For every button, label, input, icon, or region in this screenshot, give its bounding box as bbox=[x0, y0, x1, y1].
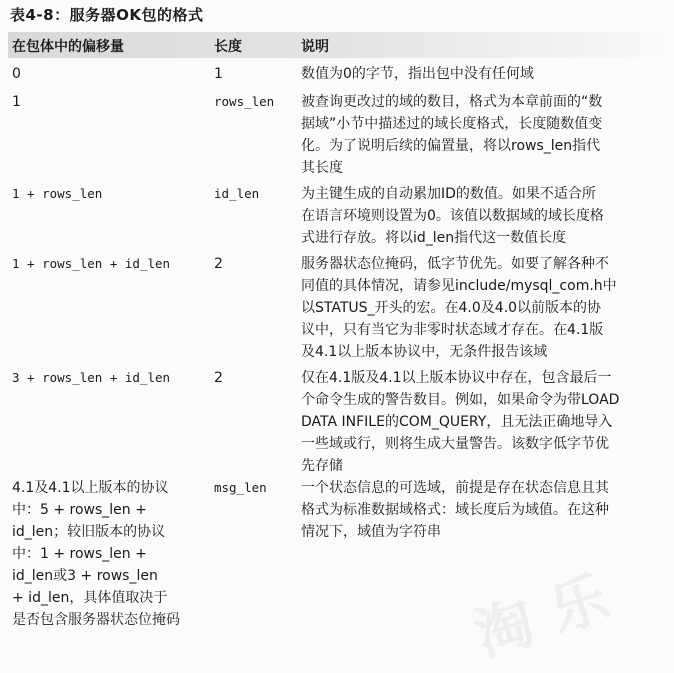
desc-line: 一些域或行，则将生成大量警告。该数字低字节优 bbox=[301, 436, 609, 452]
desc-line: 据域”小节中描述过的域长度格式，长度随数值变 bbox=[301, 116, 603, 132]
table-row-4-desc bbox=[301, 367, 667, 477]
desc-line: DATA INFILE的COM_QUERY，且无法正确地导入 bbox=[301, 414, 613, 430]
table-row-3-length: 2 bbox=[214, 256, 223, 272]
table-row-2-length: id_len bbox=[214, 186, 260, 201]
desc-line: 议中，只有当它为非零时状态域才存在。在4.1版 bbox=[301, 322, 604, 338]
table-row-2-offset bbox=[12, 183, 204, 205]
table-row-0-desc bbox=[301, 63, 667, 85]
desc-line: 仅在4.1版及4.1以上版本协议中存在，包含最后一 bbox=[301, 370, 612, 386]
desc-line: 在语言环境则设置为0。该值以数据域的域长度格 bbox=[301, 208, 604, 224]
desc-line: 先存储 bbox=[301, 458, 343, 474]
desc-line: 格式为标准数据域格式：域长度后为域值。在这种 bbox=[301, 502, 609, 518]
table-row-0-offset bbox=[12, 63, 204, 85]
header-offset: 在包体中的偏移量 bbox=[12, 39, 124, 55]
offset-line: 1 + rows_len bbox=[12, 186, 103, 201]
table-row-4-offset bbox=[12, 367, 204, 389]
table-row-0-length: 1 bbox=[214, 66, 223, 82]
table-row-5-desc bbox=[301, 477, 667, 543]
offset-line: 3 + rows_len + id_len bbox=[12, 370, 171, 385]
header-length: 长度 bbox=[214, 39, 242, 55]
watermark: 淘 乐 bbox=[466, 563, 618, 670]
offset-line: 1 + rows_len + id_len bbox=[12, 256, 171, 271]
desc-line: 化。为了说明后续的偏置量，将以rows_len指代 bbox=[301, 138, 601, 154]
offset-line: id_len或3 + rows_len bbox=[12, 568, 158, 584]
table-row-1-length: rows_len bbox=[214, 94, 275, 109]
desc-line: 以STATUS_开头的宏。在4.0及4.0以前版本的协 bbox=[301, 300, 602, 316]
desc-line: 情况下，域值为字符串 bbox=[301, 524, 441, 540]
table-row-1-offset bbox=[12, 91, 204, 113]
offset-line: + id_len，具体值取决于 bbox=[12, 590, 168, 606]
desc-line: 同值的具体情况，请参见include/mysql_com.h中 bbox=[301, 278, 617, 294]
offset-line: 是否包含服务器状态位掩码 bbox=[12, 612, 180, 628]
desc-line: 数值为0的字节，指出包中没有任何域 bbox=[301, 66, 534, 82]
desc-line: 个命令生成的警告数目。例如，如果命令为带LOAD bbox=[301, 392, 620, 408]
offset-line: 1 bbox=[12, 94, 21, 110]
desc-line: 一个状态信息的可选域，前提是存在状态信息且其 bbox=[301, 480, 609, 496]
table-row-5-length: msg_len bbox=[214, 480, 267, 495]
desc-line: 式进行存放。将以id_len指代这一数值长度 bbox=[301, 230, 567, 246]
desc-line: 其长度 bbox=[301, 160, 343, 176]
header-description: 说明 bbox=[301, 39, 329, 55]
desc-line: 及4.1以上版本协议中，无条件报告该域 bbox=[301, 344, 548, 360]
table-row-3-offset bbox=[12, 253, 204, 275]
table-row-2-desc bbox=[301, 183, 667, 249]
table-caption: 表4-8：服务器OK包的格式 bbox=[10, 6, 204, 24]
offset-line: 0 bbox=[12, 66, 21, 82]
table-row-5-offset bbox=[12, 477, 204, 631]
table-row-1-desc bbox=[301, 91, 667, 179]
table-row-4-length: 2 bbox=[214, 370, 223, 386]
desc-line: 被查询更改过的域的数目，格式为本章前面的“数 bbox=[301, 94, 603, 110]
table-row-3-desc bbox=[301, 253, 667, 363]
desc-line: 为主键生成的自动累加ID的数值。如果不适合所 bbox=[301, 186, 596, 202]
offset-line: 中：5 + rows_len + bbox=[12, 502, 147, 518]
desc-line: 服务器状态位掩码，低字节优先。如要了解各种不 bbox=[301, 256, 609, 272]
offset-line: 中：1 + rows_len + bbox=[12, 546, 147, 562]
offset-line: 4.1及4.1以上版本的协议 bbox=[12, 480, 169, 496]
offset-line: id_len；较旧版本的协议 bbox=[12, 524, 166, 540]
